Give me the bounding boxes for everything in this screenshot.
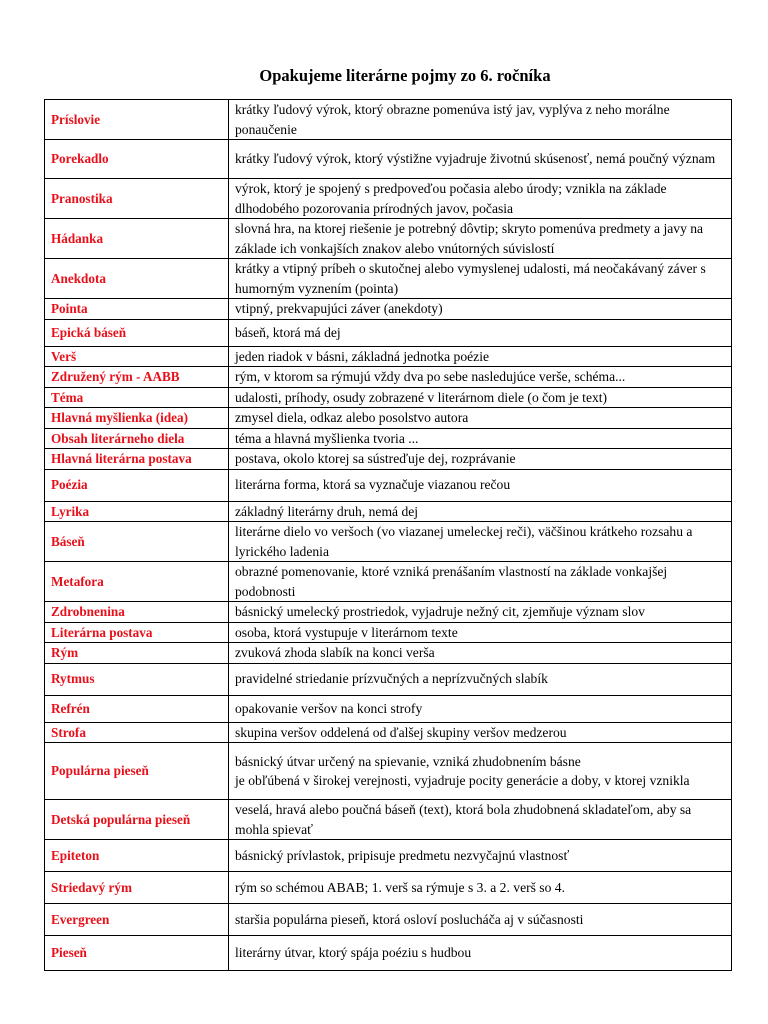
table-row <box>45 743 732 800</box>
definition-cell: báseň, ktorá má dej <box>229 319 732 346</box>
definition-cell: rým so schémou ABAB; 1. verš sa rýmuje s 3. a 2. verš so 4. <box>229 872 732 904</box>
term-cell: Pieseň <box>45 936 229 971</box>
table-row <box>45 602 732 623</box>
term-cell: Populárna pieseň <box>45 743 229 800</box>
definition-cell: zmysel diela, odkaz alebo posolstvo autora <box>229 408 732 429</box>
definition-cell: básnický umelecký prostriedok, vyjadruje nežný cit, zjemňuje význam slov <box>229 602 732 623</box>
table-row <box>45 663 732 695</box>
table-row <box>45 449 732 470</box>
term-cell: Literárna postava <box>45 622 229 643</box>
table-row <box>45 299 732 320</box>
term-cell: Zdrobnenina <box>45 602 229 623</box>
definition-cell: veselá, hravá alebo poučná báseň (text), ktorá bola zhudobnená skladateľom, aby sa mohla spievať <box>229 800 732 840</box>
page-title: Opakujeme literárne pojmy zo 6. ročníka <box>259 66 551 85</box>
term-cell: Hlavná myšlienka (idea) <box>45 408 229 429</box>
table-row <box>45 872 732 904</box>
term-cell: Lyrika <box>45 501 229 522</box>
term-cell: Poézia <box>45 469 229 501</box>
definition-cell: vtipný, prekvapujúci záver (anekdoty) <box>229 299 732 320</box>
definition-cell: udalosti, príhody, osudy zobrazené v literárnom diele (o čom je text) <box>229 387 732 408</box>
definition-cell: osoba, ktorá vystupuje v literárnom texte <box>229 622 732 643</box>
term-cell: Epiteton <box>45 840 229 872</box>
term-cell: Príslovie <box>45 100 229 140</box>
definition-cell: obrazné pomenovanie, ktoré vzniká prenášaním vlastností na základe vonkajšej podobnosti <box>229 562 732 602</box>
term-cell: Verš <box>45 346 229 367</box>
term-cell: Evergreen <box>45 904 229 936</box>
term-cell: Báseň <box>45 522 229 562</box>
table-row <box>45 100 732 140</box>
definition-cell: výrok, ktorý je spojený s predpoveďou počasia alebo úrody; vznikla na základe dlhodobého pozorovania prírodných javov, počasia <box>229 179 732 219</box>
term-cell: Rytmus <box>45 663 229 695</box>
term-cell: Anekdota <box>45 259 229 299</box>
table-row <box>45 936 732 971</box>
table-row <box>45 408 732 429</box>
definition-cell: literárna forma, ktorá sa vyznačuje viazanou rečou <box>229 469 732 501</box>
definition-cell: staršia populárna pieseň, ktorá osloví poslucháča aj v súčasnosti <box>229 904 732 936</box>
term-cell: Rým <box>45 643 229 664</box>
table-row <box>45 319 732 346</box>
term-cell: Obsah literárneho diela <box>45 428 229 449</box>
definition-cell: postava, okolo ktorej sa sústreďuje dej, rozprávanie <box>229 449 732 470</box>
term-cell: Epická báseň <box>45 319 229 346</box>
term-cell: Metafora <box>45 562 229 602</box>
definition-cell: základný literárny druh, nemá dej <box>229 501 732 522</box>
definition-cell: literárne dielo vo veršoch (vo viazanej umeleckej reči), väčšinou krátkeho rozsahu a lyrického ladenia <box>229 522 732 562</box>
term-cell: Pointa <box>45 299 229 320</box>
table-row <box>45 367 732 388</box>
table-row <box>45 387 732 408</box>
term-cell: Hádanka <box>45 219 229 259</box>
definition-cell: jeden riadok v básni, základná jednotka poézie <box>229 346 732 367</box>
table-row <box>45 428 732 449</box>
definition-cell: opakovanie veršov na konci strofy <box>229 695 732 722</box>
definition-cell: pravidelné striedanie prízvučných a neprízvučných slabík <box>229 663 732 695</box>
table-row <box>45 469 732 501</box>
table-row <box>45 840 732 872</box>
definition-cell: literárny útvar, ktorý spája poéziu s hudbou <box>229 936 732 971</box>
definition-cell: krátky ľudový výrok, ktorý obrazne pomenúva istý jav, vyplýva z neho morálne ponaučenie <box>229 100 732 140</box>
definition-cell: rým, v ktorom sa rýmujú vždy dva po sebe nasledujúce verše, schéma... <box>229 367 732 388</box>
table-row <box>45 722 732 743</box>
term-cell: Porekadlo <box>45 140 229 179</box>
term-cell: Združený rým - AABB <box>45 367 229 388</box>
definition-cell: básnický útvar určený na spievanie, vzniká zhudobnením básne je obľúbená v širokej verejnosti, vyjadruje pocity generácie a doby, v ktorej vznikla <box>229 743 732 800</box>
table-row <box>45 522 732 562</box>
table-row <box>45 695 732 722</box>
term-cell: Strofa <box>45 722 229 743</box>
term-cell: Detská populárna pieseň <box>45 800 229 840</box>
table-row <box>45 800 732 840</box>
table-row <box>45 219 732 259</box>
terms-table <box>44 99 732 971</box>
term-cell: Pranostika <box>45 179 229 219</box>
definition-cell: téma a hlavná myšlienka tvoria ... <box>229 428 732 449</box>
definition-cell: zvuková zhoda slabík na konci verša <box>229 643 732 664</box>
table-row <box>45 179 732 219</box>
table-row <box>45 562 732 602</box>
terms-table-body <box>45 100 732 971</box>
definition-cell: básnický prívlastok, pripisuje predmetu nezvyčajnú vlastnosť <box>229 840 732 872</box>
table-row <box>45 904 732 936</box>
definition-cell: skupina veršov oddelená od ďalšej skupiny veršov medzerou <box>229 722 732 743</box>
table-row <box>45 643 732 664</box>
table-row <box>45 501 732 522</box>
definition-cell: krátky ľudový výrok, ktorý výstižne vyjadruje životnú skúsenosť, nemá poučný význam <box>229 140 732 179</box>
table-row <box>45 259 732 299</box>
table-row <box>45 346 732 367</box>
table-row <box>45 622 732 643</box>
definition-cell: krátky a vtipný príbeh o skutočnej alebo vymyslenej udalosti, má neočakávaný záver s humorným vyznením (pointa) <box>229 259 732 299</box>
term-cell: Hlavná literárna postava <box>45 449 229 470</box>
definition-cell: slovná hra, na ktorej riešenie je potrebný dôvtip; skryto pomenúva predmety a javy na základe ich vonkajších znakov alebo vnútorných súvislostí <box>229 219 732 259</box>
term-cell: Téma <box>45 387 229 408</box>
table-row <box>45 140 732 179</box>
term-cell: Striedavý rým <box>45 872 229 904</box>
term-cell: Refrén <box>45 695 229 722</box>
